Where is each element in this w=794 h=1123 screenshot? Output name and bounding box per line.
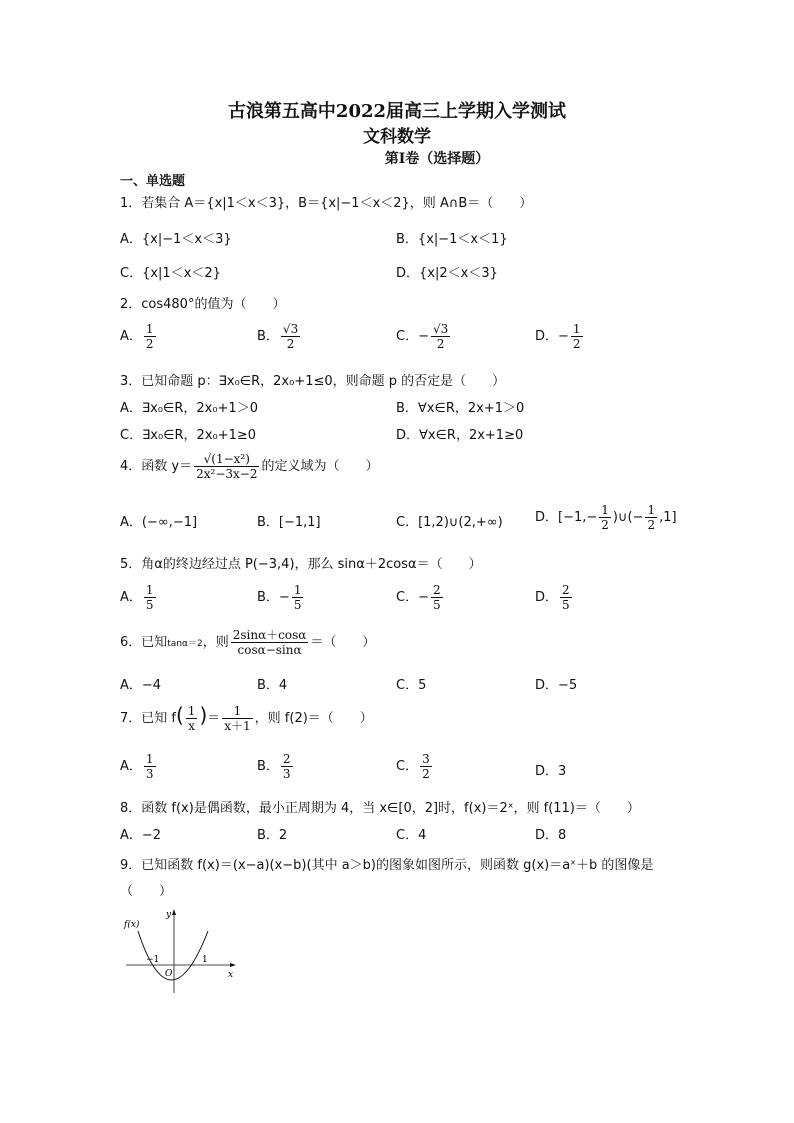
left-paren: ( bbox=[175, 703, 184, 727]
question-3-option-c: C．∃x₀∈R，2x₀+1≥0 bbox=[120, 428, 257, 443]
denominator: 3 bbox=[145, 767, 154, 781]
option-letter: C． bbox=[396, 590, 419, 605]
stem-prefix: 6．已知 bbox=[120, 635, 168, 650]
numerator: √(1−x²) bbox=[194, 452, 259, 467]
fraction bbox=[231, 628, 309, 657]
numerator: 2 bbox=[432, 583, 441, 597]
question-4-option-b: B．[−1,1] bbox=[257, 515, 321, 530]
question-3-option-a: A．∃x₀∈R，2x₀+1＞0 bbox=[120, 401, 258, 416]
denominator: x＋1 bbox=[224, 719, 251, 733]
question-5-option-d bbox=[535, 583, 574, 612]
option-letter: A． bbox=[120, 329, 142, 344]
question-6-option-d: D．−5 bbox=[535, 678, 578, 693]
fraction bbox=[144, 583, 156, 612]
denominator: 5 bbox=[562, 598, 570, 612]
option-letter: A． bbox=[120, 590, 142, 605]
question-4-stem bbox=[120, 452, 378, 481]
numerator: √3 bbox=[432, 322, 449, 336]
question-1-option-c: C．{x|1＜x＜2} bbox=[120, 266, 221, 281]
denominator: 5 bbox=[432, 598, 441, 612]
stem-mid: ＝ bbox=[207, 711, 221, 726]
interval-part: ,1] bbox=[659, 510, 677, 525]
question-7-option-c bbox=[396, 752, 434, 781]
question-9-stem-continued: （ ） bbox=[120, 884, 173, 899]
question-9-stem: 9．已知函数 f(x)＝(x−a)(x−b)(其中 a＞b)的图象如图所示，则函数 g(x)＝aˣ＋b 的图像是 bbox=[120, 858, 654, 873]
option-letter: B． bbox=[257, 329, 279, 344]
option-sign: − bbox=[418, 590, 429, 605]
graph-label-origin: O bbox=[165, 969, 173, 979]
numerator: 1 bbox=[293, 583, 302, 597]
interval-part: )∪(− bbox=[612, 510, 644, 525]
section-label: 一、单选题 bbox=[120, 174, 186, 189]
question-2-option-b bbox=[257, 322, 302, 351]
denominator: 2 bbox=[436, 337, 445, 351]
question-1-option-a: A．{x|−1＜x＜3} bbox=[120, 232, 232, 247]
option-letter: D． bbox=[535, 590, 559, 605]
fraction bbox=[222, 704, 252, 733]
fraction bbox=[292, 583, 304, 612]
question-8-option-c: C．4 bbox=[396, 828, 427, 843]
numerator: 1 bbox=[647, 503, 656, 517]
parabola-graph bbox=[122, 905, 242, 995]
fraction bbox=[571, 322, 583, 351]
question-1-stem: 1．若集合 A＝{x|1＜x＜3}，B＝{x|−1＜x＜2}，则 A∩B＝（ ） bbox=[120, 196, 533, 211]
graph-label-fx: f(x) bbox=[124, 920, 140, 930]
denominator: 2 bbox=[145, 337, 154, 351]
question-7-option-a bbox=[120, 752, 158, 781]
option-letter: D． bbox=[535, 329, 559, 344]
question-4-option-a: A．(−∞,−1] bbox=[120, 515, 198, 530]
question-5-option-c bbox=[396, 583, 445, 612]
exam-title: 古浪第五高中2022届高三上学期入学测试 bbox=[227, 101, 567, 122]
x-axis-arrow bbox=[230, 963, 236, 967]
fraction bbox=[186, 704, 198, 733]
fraction bbox=[144, 752, 156, 781]
question-3-option-b: B．∀x∈R，2x+1＞0 bbox=[396, 401, 525, 416]
stem-mid: ，则 bbox=[202, 635, 229, 650]
numerator: 1 bbox=[222, 704, 252, 719]
denominator: 3 bbox=[282, 767, 291, 781]
stem-suffix: ＝（ ） bbox=[310, 635, 376, 650]
denominator: 2 bbox=[572, 337, 581, 351]
graph-label-x: x bbox=[228, 970, 234, 980]
fraction bbox=[194, 452, 259, 481]
question-8-option-d: D．8 bbox=[535, 828, 567, 843]
fraction bbox=[144, 322, 156, 351]
numerator: 1 bbox=[187, 704, 196, 718]
option-letter: C． bbox=[396, 329, 419, 344]
question-6-option-b: B．4 bbox=[257, 678, 288, 693]
numerator: 1 bbox=[145, 322, 154, 336]
question-5-option-b bbox=[257, 583, 305, 612]
fraction bbox=[281, 322, 300, 351]
question-5-option-a bbox=[120, 583, 158, 612]
question-3-stem: 3．已知命题 p：∃x₀∈R，2x₀+1≤0，则命题 p 的否定是（ ） bbox=[120, 374, 506, 389]
interval-part: [−1,− bbox=[558, 510, 598, 525]
question-8-option-a: A．−2 bbox=[120, 828, 162, 843]
numerator: 1 bbox=[145, 752, 154, 766]
denominator: 5 bbox=[145, 598, 154, 612]
graph-label-y: y bbox=[166, 910, 172, 920]
exam-subject: 文科数学 bbox=[363, 127, 431, 147]
denominator: 2 bbox=[601, 518, 609, 532]
fraction bbox=[431, 583, 443, 612]
option-letter: B． bbox=[257, 759, 279, 774]
denominator: 2 bbox=[286, 337, 295, 351]
option-sign: − bbox=[558, 329, 569, 344]
question-7-option-d: D．3 bbox=[535, 764, 567, 779]
numerator: 2 bbox=[282, 752, 291, 766]
fraction bbox=[645, 503, 657, 532]
denominator: x bbox=[188, 719, 195, 733]
stem-prefix: 4．函数 y＝ bbox=[120, 459, 193, 474]
question-4-option-c: C．[1,2)∪(2,+∞) bbox=[396, 515, 503, 530]
question-2-stem: 2．cos480°的值为（ ） bbox=[120, 297, 286, 312]
stem-suffix: 的定义域为（ ） bbox=[261, 459, 379, 474]
option-letter: C． bbox=[396, 759, 419, 774]
stem-condition: tanα＝2 bbox=[167, 639, 203, 649]
question-7-stem bbox=[120, 703, 373, 733]
question-8-stem: 8．函数 f(x)是偶函数，最小正周期为 4，当 x∈[0，2]时，f(x)＝2ˣ，则 f(11)＝（ ） bbox=[120, 801, 640, 816]
numerator: 2sinα＋cosα bbox=[232, 628, 307, 642]
option-letter: B． bbox=[257, 590, 279, 605]
fraction bbox=[599, 503, 611, 532]
question-6-option-a: A．−4 bbox=[120, 678, 162, 693]
fraction bbox=[560, 583, 572, 612]
question-1-option-b: B．{x|−1＜x＜1} bbox=[396, 232, 508, 247]
fraction bbox=[281, 752, 293, 781]
y-axis-arrow bbox=[172, 909, 176, 915]
question-4-option-d bbox=[535, 503, 677, 532]
question-2-option-c bbox=[396, 322, 452, 351]
fraction bbox=[420, 752, 432, 781]
denominator: cosα−sinα bbox=[237, 643, 302, 657]
question-2-option-a bbox=[120, 322, 158, 351]
option-sign: − bbox=[278, 590, 290, 605]
option-sign: − bbox=[418, 329, 429, 344]
denominator: 5 bbox=[293, 598, 302, 612]
numerator: 3 bbox=[422, 752, 430, 766]
graph-label-one: 1 bbox=[202, 955, 208, 965]
denominator: 2x²−3x−2 bbox=[196, 467, 258, 481]
numerator: √3 bbox=[282, 322, 299, 336]
question-6-option-c: C．5 bbox=[396, 678, 427, 693]
question-3-option-d: D．∀x∈R，2x+1≥0 bbox=[396, 428, 524, 443]
graph-label-neg1: −1 bbox=[146, 955, 160, 965]
question-7-option-b bbox=[257, 752, 295, 781]
denominator: 2 bbox=[647, 518, 656, 532]
numerator: 1 bbox=[572, 322, 581, 336]
question-6-stem bbox=[120, 628, 375, 657]
option-letter: A． bbox=[120, 759, 142, 774]
numerator: 1 bbox=[601, 503, 609, 517]
denominator: 2 bbox=[422, 767, 430, 781]
right-paren: ) bbox=[199, 703, 208, 727]
numerator: 2 bbox=[562, 583, 570, 597]
question-8-option-b: B．2 bbox=[257, 828, 288, 843]
stem-prefix: 7．已知 f bbox=[120, 711, 176, 726]
question-5-stem: 5．角α的终边经过点 P(−3,4)，那么 sinα＋2cosα＝（ ） bbox=[120, 557, 482, 572]
numerator: 1 bbox=[145, 583, 154, 597]
stem-suffix: ，则 f(2)＝（ ） bbox=[254, 711, 373, 726]
option-letter: D． bbox=[535, 510, 559, 525]
exam-part: 第Ⅰ卷（选择题） bbox=[384, 151, 490, 167]
fraction bbox=[431, 322, 450, 351]
question-2-option-d bbox=[535, 322, 585, 351]
question-1-option-d: D．{x|2＜x＜3} bbox=[396, 266, 498, 281]
